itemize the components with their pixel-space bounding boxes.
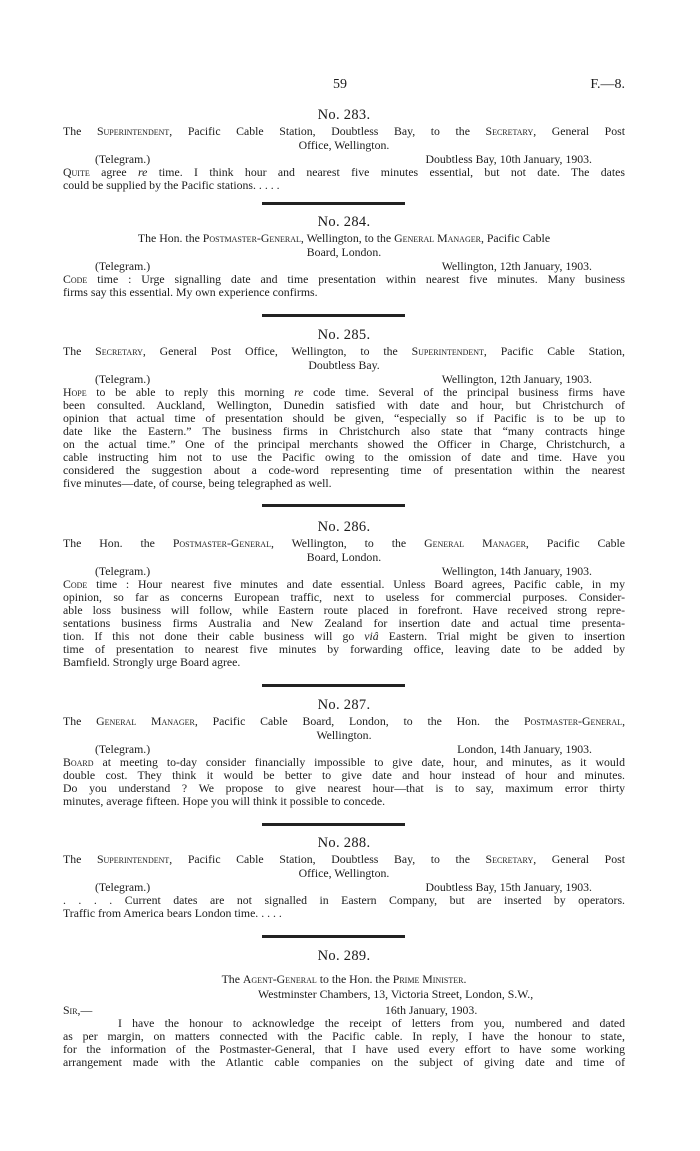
dateline: Wellington, 12th January, 1903. <box>441 372 592 386</box>
heading-line: Doubtless Bay. <box>308 357 380 372</box>
heading-line <box>63 232 625 246</box>
official-title: Superintendent <box>96 852 170 866</box>
heading-segment: , Wellington, to the <box>300 231 395 245</box>
body-line: considered the suggestion about a code-word representing time of presentation within the nearest <box>63 463 625 477</box>
dateline: Doubtless Bay, 10th January, 1903. <box>425 152 592 166</box>
italic-term: re <box>138 165 148 179</box>
section-rule <box>262 504 405 507</box>
telegram-line <box>63 880 625 894</box>
entry-289 <box>63 946 625 1069</box>
official-title: Postmaster-General <box>172 536 271 550</box>
message-type: (Telegram.) <box>95 880 151 894</box>
heading-segment: , Wellington, to the <box>270 536 425 550</box>
body-segment: agree <box>89 165 138 179</box>
heading-segment: The <box>63 344 96 358</box>
heading-line: Office, Wellington. <box>298 137 390 152</box>
lead-word: Hope <box>63 385 87 399</box>
heading-segment: , Pacific Cable <box>480 231 551 245</box>
section-rule <box>262 823 405 826</box>
entry-284 <box>63 212 625 299</box>
body-segment: code time. Several of the principal business firms have <box>303 385 625 399</box>
heading-segment: , General Post Office, Wellington, to the <box>142 344 412 358</box>
body-line: for the information of the Postmaster-General, that I have used every effort to have some working <box>63 1042 625 1056</box>
entry-number: No. 287. <box>317 697 371 713</box>
body-line: Bamfield. Strongly urge Board agree. <box>63 655 241 669</box>
official-title: General Manager <box>394 231 481 245</box>
body-line: could be supplied by the Pacific stations. . . . . <box>63 178 280 192</box>
heading-segment: to the Hon. the <box>316 972 393 986</box>
body-line: opinion, so far as concerns European traffic, next to useless for commercial purposes. Consider- <box>63 590 625 604</box>
message-type: (Telegram.) <box>95 564 151 578</box>
salutation: Sir,— <box>63 1003 93 1017</box>
body-line: five minutes—date, of course, being telegraphed as well. <box>63 476 332 490</box>
body-line: opinion that actual time of presentation should be given, “especially so if Pacific is to be up to <box>63 411 625 425</box>
heading-segment: , Pacific Cable <box>525 536 626 550</box>
entry-number: No. 285. <box>317 327 371 343</box>
dateline: Wellington, 14th January, 1903. <box>441 564 592 578</box>
section-rule <box>262 684 405 687</box>
heading-line: Office, Wellington. <box>298 865 390 880</box>
lead-word: Board <box>63 755 94 769</box>
heading-segment: The <box>63 852 97 866</box>
heading-segment: The <box>63 124 97 138</box>
entry-number: No. 284. <box>317 214 371 230</box>
section-rule <box>262 314 405 317</box>
body-segment: Eastern. Trial might be given to insertion <box>378 629 625 643</box>
lead-word: Quite <box>63 165 90 179</box>
page-number: 59 <box>333 77 347 92</box>
entry-number: No. 289. <box>317 948 371 964</box>
heading-line: Board, London. <box>306 549 382 564</box>
heading-line <box>63 537 625 551</box>
body-line: . . . . Current dates are not signalled in Eastern Company, but are inserted by operators. <box>63 893 625 907</box>
dateline: London, 14th January, 1903. <box>457 742 592 756</box>
telegram-line <box>63 152 625 166</box>
heading-segment: The Hon. the <box>63 536 173 550</box>
heading-line <box>63 715 625 729</box>
body-line: minutes, average fifteen. Hope you will think it possible to concede. <box>63 794 386 808</box>
message-type: (Telegram.) <box>95 152 151 166</box>
body-line: Traffic from America bears London time. . . . . <box>63 906 282 920</box>
section-rule <box>262 202 405 205</box>
entry-287 <box>63 695 625 808</box>
dateline: Wellington, 12th January, 1903. <box>441 259 592 273</box>
official-title: Postmaster-General <box>202 231 301 245</box>
entry-285 <box>63 325 625 490</box>
heading-segment: , Pacific Cable Station, Doubtless Bay, to the <box>169 124 486 138</box>
heading-segment: , Pacific Cable Station, Doubtless Bay, to the <box>169 852 486 866</box>
body-line: firms say this essential. My own experience confirms. <box>63 285 318 299</box>
body-segment: to be able to reply this morning <box>86 385 295 399</box>
body-line: date like the Eastern.” The business firms in Christchurch also state that “many contracts hinge <box>63 424 625 438</box>
message-type: (Telegram.) <box>95 742 151 756</box>
official-title: General Manager <box>96 714 195 728</box>
official-title: Secretary <box>485 852 534 866</box>
body-line: double cost. They think it would be better to give date and hour instead of hour and minutes. <box>63 768 625 782</box>
heading-line: Wellington. <box>316 727 372 742</box>
telegram-line <box>63 372 625 386</box>
letter-date: 16th January, 1903. <box>385 1003 478 1017</box>
section-rule <box>262 935 405 938</box>
heading-segment: , Pacific Cable Station, <box>483 344 625 358</box>
entry-number: No. 288. <box>317 835 371 851</box>
entry-286 <box>63 517 625 669</box>
entry-number: No. 283. <box>317 107 371 123</box>
heading-segment: . <box>463 972 467 986</box>
entry-number: No. 286. <box>317 519 371 535</box>
heading-segment: , <box>622 714 626 728</box>
official-title: Superintendent <box>96 124 170 138</box>
body-line: on the actual time.” One of the principal merchants showed the Officer in Charge, Christchurch, a <box>63 437 625 451</box>
body-segment: time : Urge signalling date and time presentation within nearest five minutes. Many business <box>87 272 625 286</box>
body-line: time of presentation to nearest five minutes by forwarding office, leaving date to be added by <box>63 642 625 656</box>
body-segment: at meeting to-day consider financially impossible to give date, hour, and minutes, as it would <box>93 755 625 769</box>
heading-line: Board, London. <box>306 244 382 259</box>
body-segment: time. I think hour and nearest five minutes essential, but not date. The dates <box>147 165 625 179</box>
heading-segment: The Hon. the <box>137 231 203 245</box>
telegram-line <box>63 742 625 756</box>
lead-word: Code <box>63 272 88 286</box>
body-line: been consulted. Auckland, Wellington, Dunedin satisfied with date and hour, but Christchurch of <box>63 398 625 412</box>
dateline: Doubtless Bay, 15th January, 1903. <box>425 880 592 894</box>
body-line: as per margin, on matters connected with the Pacific cable. In reply, I have the honour to state, <box>63 1029 625 1043</box>
body-line: cable instructing him not to use the Pacific owing to the omission of date and time. Have you <box>63 450 625 464</box>
body-segment: time : Hour nearest five minutes and date essential. Unless Board agrees, Pacific cable, in my <box>87 577 625 591</box>
body-line: able loss business will follow, while Eastern route placed in forefront. Have received strong repre- <box>63 603 625 617</box>
official-title: Postmaster-General <box>523 714 623 728</box>
telegram-line <box>63 564 625 578</box>
heading-segment: The <box>221 972 243 986</box>
body-line: Do you understand ? We propose to give nearest hour—that is to say, maximum error thirty <box>63 781 625 795</box>
heading-segment: , General Post <box>533 852 625 866</box>
official-title: General Manager <box>424 536 526 550</box>
official-title: Superintendent <box>411 344 484 358</box>
heading-line <box>63 125 625 139</box>
official-title: Agent-General <box>242 972 317 986</box>
heading-segment: , General Post <box>533 124 625 138</box>
official-title: Secretary <box>485 124 534 138</box>
official-title: Secretary <box>95 344 143 358</box>
body-segment: tion. If this not done their cable business will go <box>63 629 365 643</box>
body-line: I have the honour to acknowledge the receipt of letters from you, numbered and dated <box>118 1016 625 1030</box>
entry-288 <box>63 833 625 920</box>
salutation-date-line <box>63 1003 625 1017</box>
heading-segment: , Pacific Cable Board, London, to the Hon. the <box>194 714 524 728</box>
heading-line <box>63 853 625 867</box>
heading-line <box>63 345 625 359</box>
message-type: (Telegram.) <box>95 372 151 386</box>
italic-term: re <box>294 385 304 399</box>
paper-reference: F.—8. <box>590 77 625 92</box>
entry-283 <box>63 105 625 192</box>
italic-term: viâ <box>364 629 379 643</box>
body-line: sentations business firms Australia and New Zealand for insertion date and actual time presenta- <box>63 616 625 630</box>
sender-address: Westminster Chambers, 13, Victoria Street, London, S.W., <box>258 987 534 1001</box>
heading-line <box>63 972 625 986</box>
telegram-line <box>63 259 625 273</box>
heading-segment: The <box>63 714 97 728</box>
lead-word: Code <box>63 577 88 591</box>
official-title: Prime Minister <box>392 972 464 986</box>
body-line: arrangement made with the Atlantic cable companies on the subject of giving date and time of <box>63 1055 625 1069</box>
message-type: (Telegram.) <box>95 259 151 273</box>
